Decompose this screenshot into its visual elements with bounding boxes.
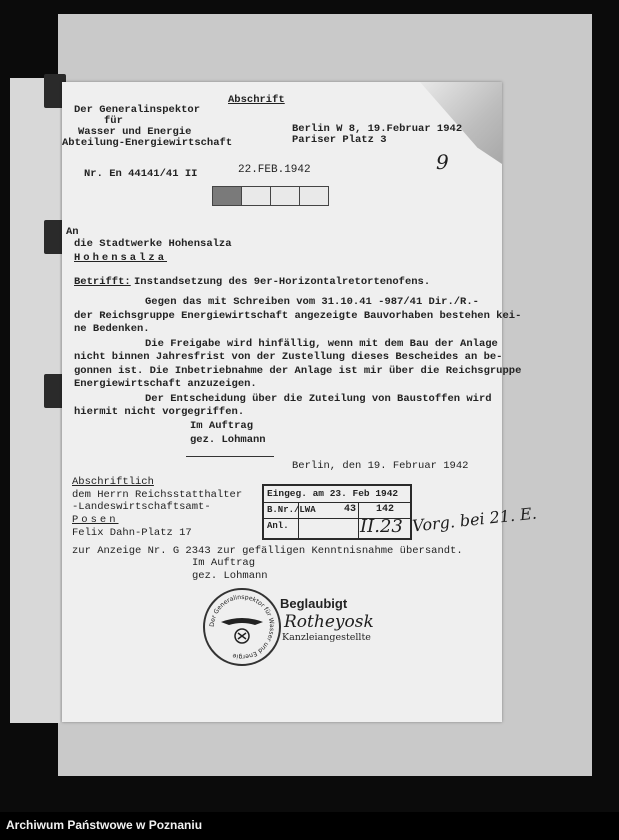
stamp-label: Anl. bbox=[267, 521, 289, 531]
subject-label: Betrifft: bbox=[74, 276, 131, 288]
copy-label: Abschriftlich bbox=[72, 476, 154, 488]
svg-text:Der Generalinspektor für Wasse bbox=[209, 594, 275, 660]
certifier-signature: Rotheyosk bbox=[284, 612, 374, 632]
signature-line: Im Auftrag bbox=[190, 420, 254, 432]
certified-label: Beglaubigt bbox=[280, 596, 348, 611]
seal-text: Der Generalinspektor für Wasser und Energie bbox=[208, 593, 276, 661]
entry-stamp bbox=[262, 484, 412, 540]
eagle-emblem-icon bbox=[205, 590, 279, 664]
copy-signature: gez. Lohmann bbox=[192, 570, 268, 582]
received-stamp-date: 22.FEB.1942 bbox=[238, 164, 311, 176]
body-line: nicht binnen Jahresfrist von der Zustellung dieses Bescheides an be- bbox=[74, 351, 503, 363]
copy-date: Berlin, den 19. Februar 1942 bbox=[292, 460, 469, 472]
archive-name: Archiwum Państwowe w Poznaniu bbox=[6, 818, 203, 832]
issuer-line: für bbox=[104, 115, 123, 127]
stamp-boxes bbox=[212, 186, 328, 206]
copy-line: zur Anzeige Nr. G 2343 zur gefälligen Kenntnisnahme übersandt. bbox=[72, 545, 463, 557]
copy-line: -Landeswirtschaftsamt- bbox=[72, 501, 211, 513]
issuer-line: Der Generalinspektor bbox=[74, 104, 201, 116]
copy-line: Felix Dahn-Platz 17 bbox=[72, 527, 192, 539]
copy-signature: Im Auftrag bbox=[192, 557, 256, 569]
place-date: Berlin W 8, 19.Februar 1942 bbox=[292, 123, 463, 135]
stamp-label: B.Nr./LWA bbox=[267, 505, 316, 515]
body-line: Der Entscheidung über die Zuteilung von Baustoffen wird bbox=[145, 393, 492, 405]
signature-line: gez. Lohmann bbox=[190, 434, 266, 446]
body-line: Gegen das mit Schreiben vom 31.10.41 -987/41 Dir./R.- bbox=[145, 296, 479, 308]
recipient-line: die Stadtwerke Hohensalza bbox=[74, 238, 232, 250]
stamp-value: 43 bbox=[344, 504, 357, 515]
certifier-role: Kanzleiangestellte bbox=[282, 632, 371, 643]
archive-footer bbox=[0, 812, 619, 840]
body-line: ne Bedenken. bbox=[74, 323, 150, 335]
official-seal bbox=[203, 588, 281, 666]
address: Pariser Platz 3 bbox=[292, 134, 387, 146]
handwritten-note: Vorg. bei 21. E. bbox=[411, 503, 538, 536]
issuer-line: Wasser und Energie bbox=[78, 126, 192, 138]
subject-text: Instandsetzung des 9er-Horizontalretortenofens. bbox=[134, 276, 431, 288]
abschrift-heading: Abschrift bbox=[228, 94, 285, 106]
body-line: der Reichsgruppe Energiewirtschaft angezeigte Bauvorhaben bestehen kei- bbox=[74, 310, 522, 322]
recipient-city: Hohensalza bbox=[74, 252, 168, 264]
recipient-prefix: An bbox=[66, 226, 79, 238]
stamp-handwritten-value: II.23 bbox=[360, 516, 403, 537]
stamp-number: 142 bbox=[376, 504, 395, 515]
copy-line: dem Herrn Reichsstatthalter bbox=[72, 489, 243, 501]
divider bbox=[186, 456, 274, 457]
body-line: hiermit nicht vorgegriffen. bbox=[74, 406, 245, 418]
page-mark: 9 bbox=[436, 150, 449, 174]
issuer-line: Abteilung-Energiewirtschaft bbox=[62, 137, 233, 149]
body-line: gonnen ist. Die Inbetriebnahme der Anlage ist mir über die Reichsgruppe bbox=[74, 365, 522, 377]
copy-city: Posen bbox=[72, 514, 119, 526]
body-line: Die Freigabe wird hinfällig, wenn mit dem Bau der Anlage bbox=[145, 338, 498, 350]
reference-number: Nr. En 44141/41 II bbox=[84, 168, 198, 180]
adjacent-page-strip bbox=[10, 78, 60, 723]
stamp-received: Eingeg. am 23. Feb 1942 bbox=[267, 488, 399, 499]
body-line: Energiewirtschaft anzuzeigen. bbox=[74, 378, 257, 390]
